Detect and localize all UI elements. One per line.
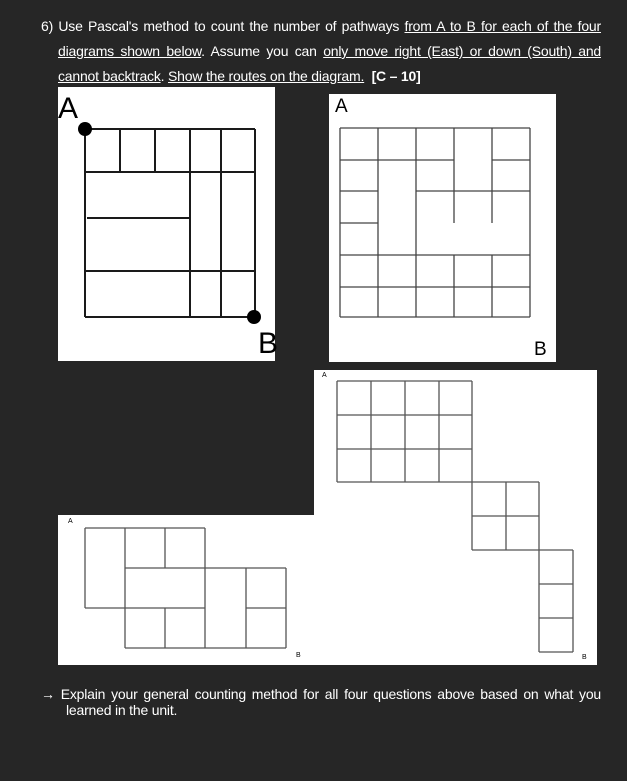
explain-prompt: → Explain your general counting method for all four questions above based on what you learned in the unit. bbox=[41, 686, 601, 718]
question-line-1: 6) Use Pascal's method to count the number of pathways from A to B for each of the four bbox=[41, 18, 601, 34]
diagram-1 bbox=[58, 87, 278, 361]
question-line-3: cannot backtrack. Show the routes on the diagram. [C – 10] bbox=[58, 68, 421, 84]
label-b: B bbox=[534, 339, 547, 360]
label-b: B bbox=[296, 652, 301, 659]
label-a: A bbox=[322, 372, 327, 379]
arrow-icon: → bbox=[41, 686, 55, 702]
end-point-b bbox=[247, 310, 261, 324]
question-line-2: diagrams shown below. Assume you can only move right (East) or down (South) and bbox=[58, 43, 601, 59]
start-point-a bbox=[78, 122, 92, 136]
label-a: A bbox=[68, 518, 73, 525]
question-number: 6) bbox=[41, 18, 54, 34]
label-b: B bbox=[582, 654, 587, 661]
label-b: B bbox=[258, 327, 279, 360]
label-a: A bbox=[335, 96, 348, 117]
mark-tag: [C – 10] bbox=[371, 68, 421, 84]
label-a: A bbox=[58, 92, 79, 125]
underlined-phrase: from A to B for each of the four bbox=[404, 18, 601, 34]
diagram-2 bbox=[329, 94, 556, 362]
